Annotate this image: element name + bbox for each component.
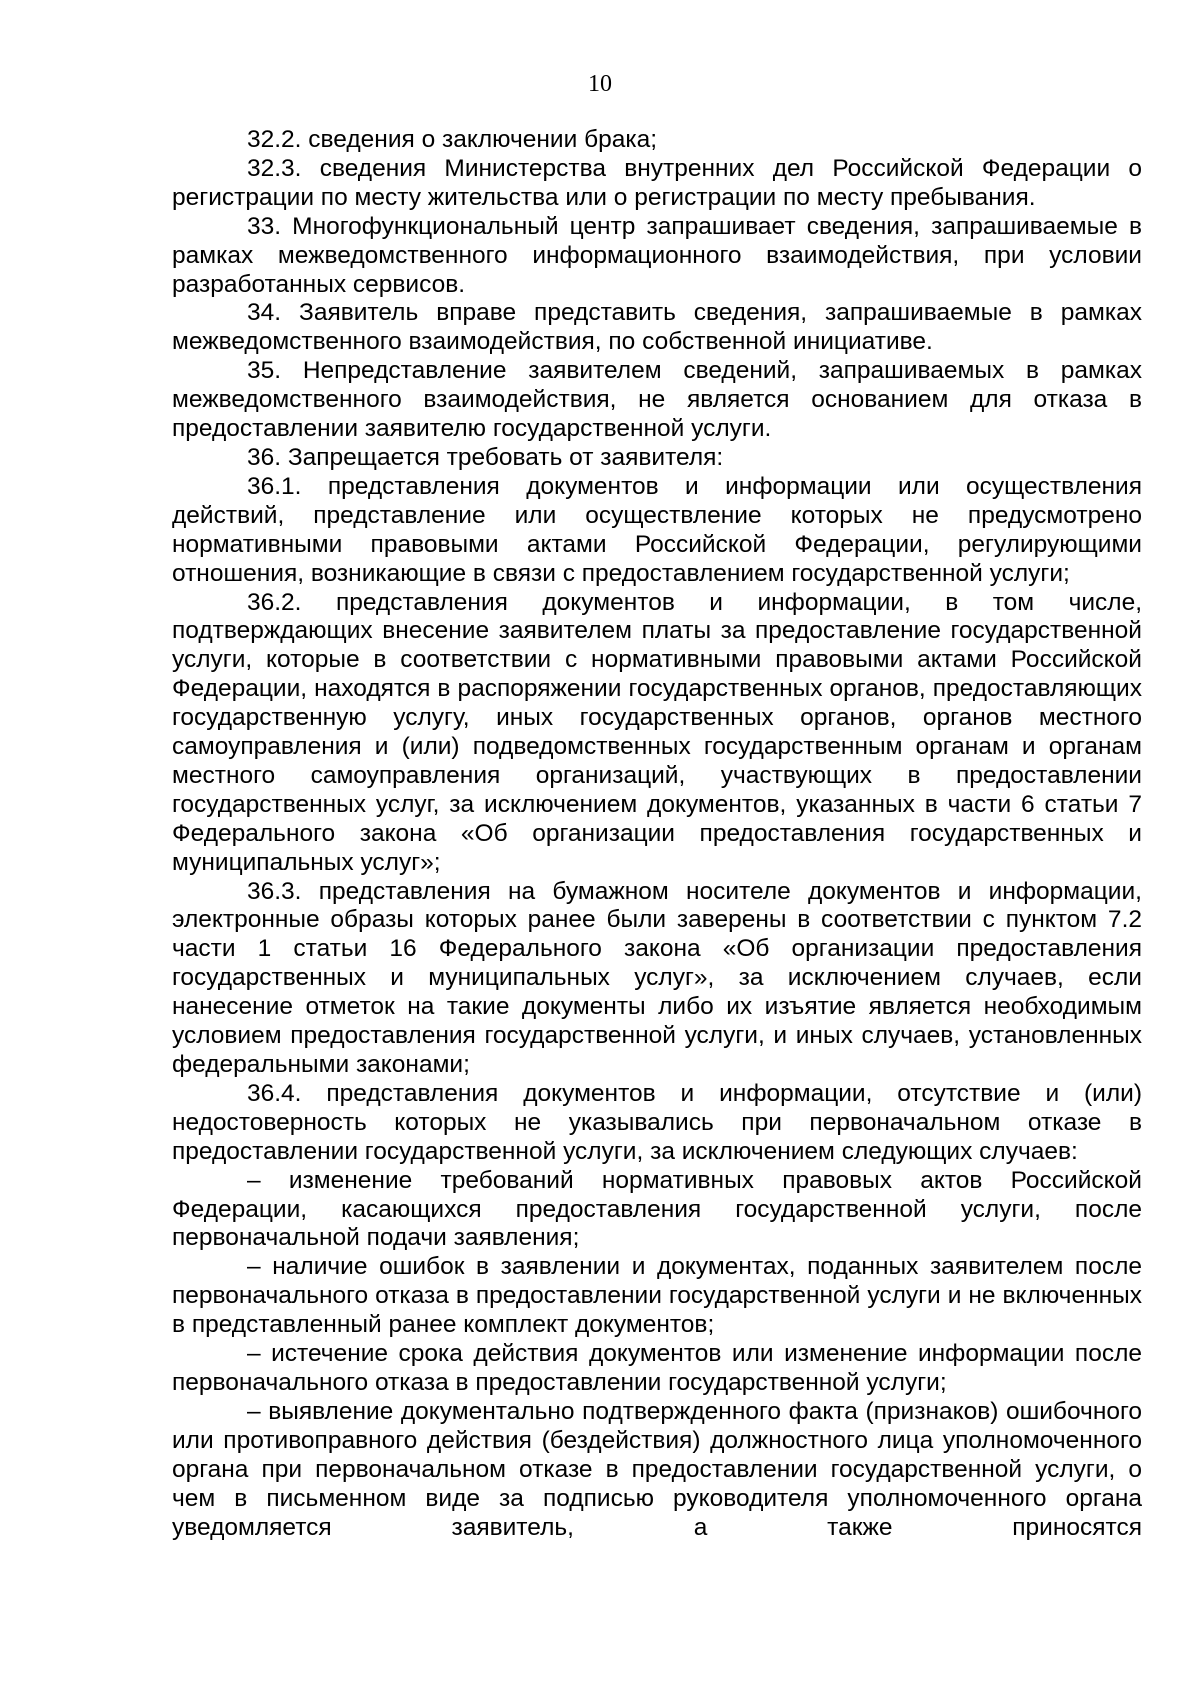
list-item-unlawful-action: – выявление документально подтвержденного факта (признаков) ошибочного или противоправного действия (бездействия) должностного лица уполномоченного органа при первоначальном отказе в предоставлении государственной услуги, о чем в письменном виде за подписью руководителя уполномоченного органа уведомляется заявитель, а также приносятся [172,1397,1142,1541]
document-body [172,126,1142,1542]
paragraph-32-3: 32.3. сведения Министерства внутренних дел Российской Федерации о регистрации по месту жительства или о регистрации по месту пребывания. [172,154,1142,211]
paragraph-36-1: 36.1. представления документов и информации или осуществления действий, представление или осуществление которых не предусмотрено нормативными правовыми актами Российской Федерации, регулирующими отношения, возникающие в связи с предоставлением государственной услуги; [172,472,1142,587]
list-item-documents-expiry: – истечение срока действия документов или изменение информации после первоначального отказа в предоставлении государственной услуги; [172,1340,1142,1396]
list-item-requirements-change: – изменение требований нормативных правовых актов Российской Федерации, касающихся предоставления государственной услуги, после первоначальной подачи заявления; [172,1166,1142,1252]
paragraph-36-3: 36.3. представления на бумажном носителе документов и информации, электронные образы которых ранее были заверены в соответствии с пунктом 7.2 части 1 статьи 16 Федерального закона «Об организации предоставления государственных и муниципальных услуг», за исключением случаев, если нанесение отметок на такие документы либо их изъятие является необходимым условием предоставления государственной услуги, и иных случаев, установленных федеральными законами; [172,877,1142,1078]
paragraph-36-4: 36.4. представления документов и информации, отсутствие и (или) недостоверность которых не указывались при первоначальном отказе в предоставлении государственной услуги, за исключением следующих случаев: [172,1079,1142,1165]
list-item-errors-in-documents: – наличие ошибок в заявлении и документах, поданных заявителем после первоначального отказа в предоставлении государственной услуги и не включенных в представленный ранее комплект документов; [172,1253,1142,1339]
paragraph-33: 33. Многофункциональный центр запрашивает сведения, запрашиваемые в рамках межведомственного информационного взаимодействия, при условии разработанных сервисов. [172,212,1142,298]
paragraph-35: 35. Непредставление заявителем сведений, запрашиваемых в рамках межведомственного взаимодействия, не является основанием для отказа в предоставлении заявителю государственной услуги. [172,357,1142,443]
paragraph-32-2: 32.2. сведения о заключении брака; [247,126,658,153]
paragraph-36-2: 36.2. представления документов и информации, в том числе, подтверждающих внесение заявителем платы за предоставление государственной услуги, которые в соответствии с нормативными правовыми актами Российской Федерации, находятся в распоряжении государственных органов, предоставляющих государственную услугу, иных государственных органов, органов местного самоуправления и (или) подведомственных государственным органам и органам местного самоуправления организаций, участвующих в предоставлении государственных услуг, за исключением документов, указанных в части 6 статьи 7 Федерального закона «Об организации предоставления государственных и муниципальных услуг»; [172,588,1142,876]
paragraph-36: 36. Запрещается требовать от заявителя: [247,443,724,471]
page-number: 10 [588,71,612,97]
paragraph-34: 34. Заявитель вправе представить сведения, запрашиваемые в рамках межведомственного взаимодействия, по собственной инициативе. [172,299,1142,356]
